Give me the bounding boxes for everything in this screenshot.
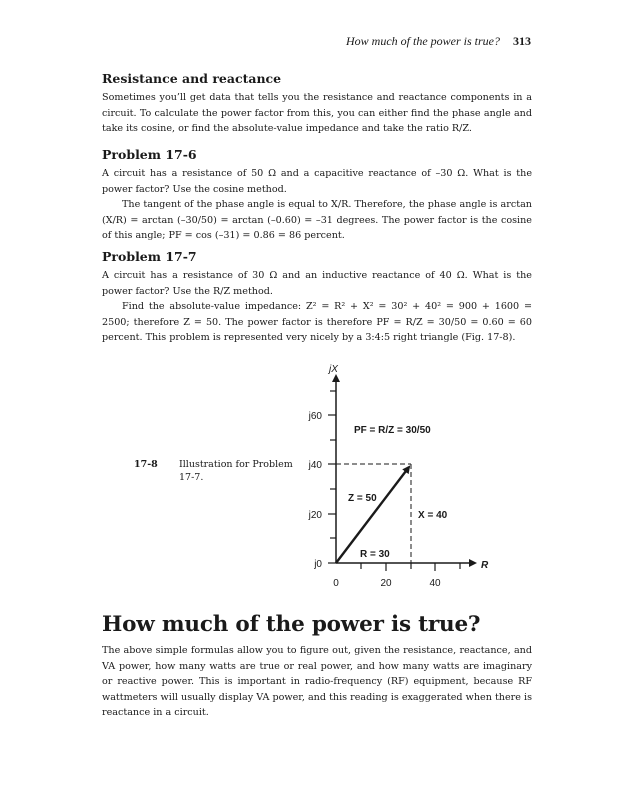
- r-annotation: R = 30: [360, 549, 390, 560]
- x-axis-label: R: [481, 560, 489, 571]
- x-tick-label: 40: [429, 578, 441, 589]
- x-tick-label: 20: [380, 578, 392, 589]
- x-tick-label: 0: [333, 578, 339, 589]
- pf-annotation: PF = R/Z = 30/50: [354, 425, 431, 436]
- section-title: How much of the power is true?: [102, 612, 481, 637]
- paragraph: A circuit has a resistance of 30 Ω and an inductive reactance of 40 Ω. What is the power factor? Use the R/Z method.: [102, 270, 532, 297]
- y-axis-label: jX: [329, 364, 338, 375]
- running-title: How much of the power is true?: [346, 34, 500, 48]
- paragraph: Sometimes you’ll get data that tells you the resistance and reactance components in a circuit. To calculate the power factor from this, you can either find the phase angle and take its cosine, or find the absolute-value impedance and take the ratio R/Z.: [102, 92, 532, 135]
- y-tick-label: j40: [308, 460, 322, 471]
- y-tick-label: j20: [308, 510, 322, 521]
- paragraph: A circuit has a resistance of 50 Ω and a capacitive reactance of –30 Ω. What is the power factor? Use the cosine method.: [102, 168, 532, 195]
- figure-number: 17-8: [134, 459, 158, 470]
- section-true-power: [102, 612, 532, 721]
- page-number: 313: [513, 34, 531, 48]
- section-heading: Problem 17-7: [102, 249, 197, 264]
- y-tick-label: j0: [314, 559, 322, 570]
- z-annotation: Z = 50: [348, 493, 377, 504]
- figure-caption-text: Illustration for Problem 17-7.: [179, 459, 293, 483]
- paragraph: The tangent of the phase angle is equal to X/R. Therefore, the phase angle is arctan (X/R) = arctan (–30/50) = arctan (–0.60) = –31 degrees. The power factor is the cosine of this angle; PF = cos (–31) = 0.86 = 86 percent.: [102, 199, 532, 242]
- paragraph: The above simple formulas allow you to figure out, given the resistance, reactance, and VA power, how many watts are true or real power, and how many watts are imaginary or reactive power. This is important in radio-frequency (RF) equipment, because RF wattmeters will usually display VA power, and this reading is exaggerated when there is reactance in a circuit.: [102, 645, 532, 719]
- section-heading: Problem 17-6: [102, 147, 197, 162]
- y-tick-label: j60: [308, 411, 322, 422]
- x-annotation: X = 40: [418, 510, 448, 521]
- paragraph: Find the absolute-value impedance: Z² = R² + X² = 30² + 40² = 900 + 1600 = 2500; therefore Z = 50. The power factor is therefore PF = R/Z = 30/50 = 0.60 = 60 percent. This problem is represented very nicely by a 3:4:5 right triangle (Fig. 17-8).: [102, 301, 532, 344]
- section-heading: Resistance and reactance: [102, 71, 282, 86]
